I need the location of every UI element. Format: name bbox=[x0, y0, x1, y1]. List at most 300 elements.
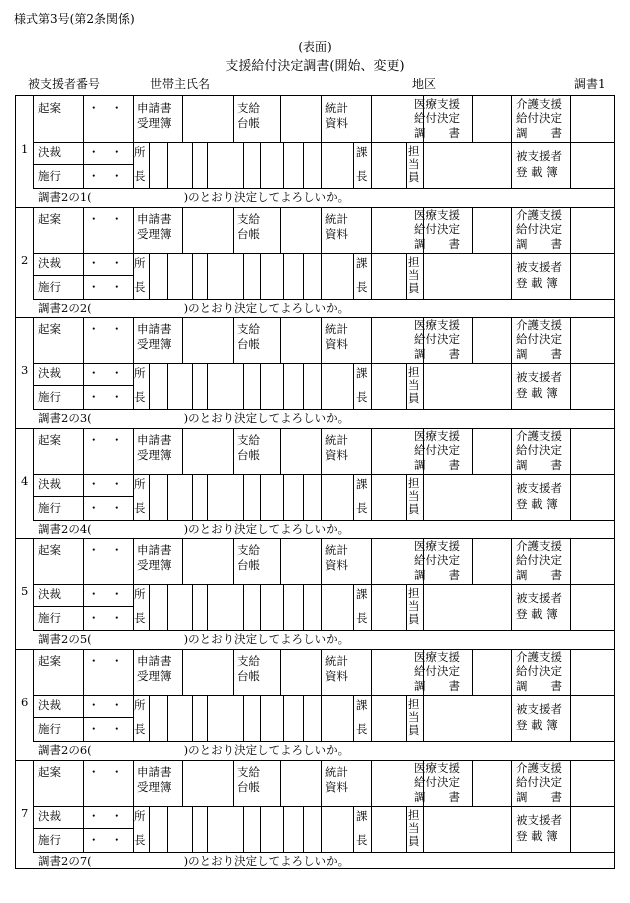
rule-line bbox=[182, 760, 183, 806]
row-number: 7 bbox=[21, 806, 29, 820]
person-in-charge-stamp[interactable] bbox=[425, 255, 510, 298]
statistics-label: 資料 bbox=[325, 227, 348, 241]
enforcement-label: 施行 bbox=[38, 280, 61, 294]
person-in-charge-stamp[interactable] bbox=[425, 697, 510, 740]
section-chief-label: 長 bbox=[356, 833, 368, 847]
application-register-label: 受理簿 bbox=[137, 337, 172, 351]
rule-line bbox=[371, 428, 372, 474]
care-support-label: 給付決定 bbox=[516, 443, 562, 457]
section-chief-stamp[interactable] bbox=[373, 144, 405, 187]
decision-statement: 調書2の3( )のとおり決定してよろしいか。 bbox=[38, 411, 350, 425]
rule-line bbox=[283, 363, 284, 409]
rule-line bbox=[570, 806, 571, 852]
stamp-row-divider bbox=[133, 695, 614, 696]
rule-line bbox=[260, 584, 261, 630]
enforcement-label: 施行 bbox=[38, 169, 61, 183]
statistics-stamp[interactable] bbox=[373, 209, 410, 252]
payment-ledger-stamp[interactable] bbox=[282, 209, 320, 252]
medical-support-label: 医療支援 bbox=[414, 318, 460, 332]
rule-line bbox=[243, 474, 244, 520]
rule-line bbox=[149, 806, 150, 852]
payment-ledger-stamp[interactable] bbox=[282, 651, 320, 694]
rule-line bbox=[570, 695, 571, 741]
rule-line bbox=[233, 649, 234, 695]
rule-line bbox=[321, 584, 322, 630]
director-label: 長 bbox=[134, 169, 146, 183]
recipient-register-label: 登 載 簿 bbox=[516, 497, 558, 511]
director-label: 所 bbox=[134, 587, 146, 601]
rule-line bbox=[260, 695, 261, 741]
statistics-stamp[interactable] bbox=[373, 651, 410, 694]
statistics-label: 資料 bbox=[325, 558, 348, 572]
person-in-charge-label: 員 bbox=[408, 170, 420, 184]
rule-line bbox=[371, 806, 372, 852]
rule-line bbox=[303, 363, 304, 409]
payment-ledger-stamp[interactable] bbox=[282, 540, 320, 583]
statistics-label: 統計 bbox=[325, 543, 348, 557]
rule-line bbox=[283, 584, 284, 630]
approval-label: 決裁 bbox=[38, 366, 61, 380]
application-register-label: 受理簿 bbox=[137, 448, 172, 462]
recipient-register-label: 被支援者 bbox=[516, 591, 562, 605]
medical-support-stamp[interactable] bbox=[474, 98, 510, 141]
rule-line bbox=[570, 207, 571, 253]
rule-line bbox=[233, 317, 234, 363]
rule-line bbox=[260, 142, 261, 188]
payment-ledger-label: 台帳 bbox=[237, 669, 260, 683]
section-chief-label: 長 bbox=[356, 611, 368, 625]
director-label: 長 bbox=[134, 501, 146, 515]
care-support-label: 調 書 bbox=[516, 347, 562, 361]
draft-date: ・ ・ bbox=[88, 212, 123, 226]
rule-line bbox=[192, 584, 193, 630]
row-number: 4 bbox=[21, 474, 29, 488]
recipient-register-stamp[interactable] bbox=[572, 586, 613, 629]
rule-line bbox=[406, 474, 407, 520]
rule-line bbox=[33, 606, 133, 607]
rule-line bbox=[233, 96, 234, 142]
rule-line bbox=[33, 496, 133, 497]
rule-line bbox=[233, 538, 234, 584]
rule-line bbox=[406, 695, 407, 741]
person-in-charge-stamp[interactable] bbox=[425, 365, 510, 408]
payment-ledger-label: 台帳 bbox=[237, 558, 260, 572]
director-stamp[interactable] bbox=[151, 586, 166, 629]
rule-line bbox=[406, 363, 407, 409]
section-chief-label: 長 bbox=[356, 390, 368, 404]
approval-label: 決裁 bbox=[38, 698, 61, 712]
draft-label: 起案 bbox=[38, 654, 61, 668]
rule-line bbox=[423, 363, 424, 409]
director-stamp[interactable] bbox=[151, 144, 166, 187]
rule-line bbox=[511, 96, 512, 142]
recipient-register-label: 登 載 簿 bbox=[516, 276, 558, 290]
rule-line bbox=[353, 695, 354, 741]
recipient-register-label: 登 載 簿 bbox=[516, 718, 558, 732]
person-in-charge-label: 担 bbox=[408, 144, 420, 158]
section-chief-stamp[interactable] bbox=[373, 255, 405, 298]
director-stamp[interactable] bbox=[151, 365, 166, 408]
application-register-stamp[interactable] bbox=[184, 651, 232, 694]
rule-line bbox=[243, 142, 244, 188]
decision-table bbox=[15, 95, 615, 869]
payment-ledger-label: 台帳 bbox=[237, 337, 260, 351]
person-in-charge-stamp[interactable] bbox=[425, 586, 510, 629]
draft-label: 起案 bbox=[38, 543, 61, 557]
rule-line bbox=[511, 538, 512, 584]
rule-line bbox=[207, 253, 208, 299]
payment-ledger-label: 台帳 bbox=[237, 448, 260, 462]
stamp-row-divider bbox=[133, 474, 614, 475]
rule-line bbox=[423, 695, 424, 741]
rule-line bbox=[472, 538, 473, 584]
care-support-stamp[interactable] bbox=[572, 651, 613, 694]
rule-line bbox=[371, 584, 372, 630]
payment-ledger-label: 台帳 bbox=[237, 227, 260, 241]
section-chief-stamp[interactable] bbox=[373, 365, 405, 408]
person-in-charge-label: 員 bbox=[408, 612, 420, 626]
rule-line bbox=[321, 253, 322, 299]
rule-line bbox=[353, 474, 354, 520]
rule-line bbox=[353, 253, 354, 299]
enforcement-label: 施行 bbox=[38, 611, 61, 625]
application-register-stamp[interactable] bbox=[184, 762, 232, 805]
rule-line bbox=[303, 253, 304, 299]
footer-divider bbox=[33, 852, 614, 853]
rule-line bbox=[472, 649, 473, 695]
recipient-register-stamp[interactable] bbox=[572, 808, 613, 851]
rule-line bbox=[149, 584, 150, 630]
person-in-charge-label: 担 bbox=[408, 808, 420, 822]
rule-line bbox=[511, 806, 512, 852]
rule-line bbox=[472, 96, 473, 142]
rule-line bbox=[321, 142, 322, 188]
application-register-stamp[interactable] bbox=[184, 319, 232, 362]
director-label: 所 bbox=[134, 145, 146, 159]
medical-support-stamp[interactable] bbox=[474, 651, 510, 694]
approval-date: ・ ・ bbox=[88, 366, 123, 380]
rule-line bbox=[472, 207, 473, 253]
care-support-stamp[interactable] bbox=[572, 762, 613, 805]
rule-line bbox=[243, 695, 244, 741]
rule-line bbox=[243, 584, 244, 630]
director-stamp[interactable] bbox=[151, 697, 166, 740]
draft-label: 起案 bbox=[38, 101, 61, 115]
rule-line bbox=[353, 363, 354, 409]
care-support-stamp[interactable] bbox=[572, 430, 613, 473]
rule-line bbox=[33, 164, 133, 165]
rule-line bbox=[423, 253, 424, 299]
payment-ledger-label: 支給 bbox=[237, 654, 260, 668]
rule-line bbox=[280, 649, 281, 695]
enforcement-date: ・ ・ bbox=[88, 611, 123, 625]
medical-support-stamp[interactable] bbox=[474, 540, 510, 583]
care-support-stamp[interactable] bbox=[572, 98, 613, 141]
row-number: 5 bbox=[21, 584, 29, 598]
rule-line bbox=[207, 474, 208, 520]
rule-line bbox=[511, 317, 512, 363]
director-label: 所 bbox=[134, 698, 146, 712]
payment-ledger-stamp[interactable] bbox=[282, 319, 320, 362]
footer-divider bbox=[33, 299, 614, 300]
person-in-charge-label: 担 bbox=[408, 476, 420, 490]
statistics-label: 統計 bbox=[325, 765, 348, 779]
medical-support-stamp[interactable] bbox=[474, 319, 510, 362]
statistics-stamp[interactable] bbox=[373, 430, 410, 473]
section-chief-stamp[interactable] bbox=[373, 808, 405, 851]
rule-line bbox=[33, 474, 133, 475]
rule-line bbox=[167, 695, 168, 741]
care-support-stamp[interactable] bbox=[572, 209, 613, 252]
recipient-register-label: 登 載 簿 bbox=[516, 607, 558, 621]
approval-date: ・ ・ bbox=[88, 809, 123, 823]
rule-line bbox=[511, 649, 512, 695]
decision-statement: 調書2の1( )のとおり決定してよろしいか。 bbox=[38, 190, 350, 204]
recipient-register-label: 被支援者 bbox=[516, 813, 562, 827]
rule-line bbox=[33, 275, 133, 276]
stamp-row-divider bbox=[133, 363, 614, 364]
stamp-row-divider bbox=[133, 253, 614, 254]
draft-label: 起案 bbox=[38, 322, 61, 336]
rule-line bbox=[511, 428, 512, 474]
payment-ledger-stamp[interactable] bbox=[282, 762, 320, 805]
rule-line bbox=[570, 760, 571, 806]
rule-line bbox=[182, 96, 183, 142]
payment-ledger-label: 支給 bbox=[237, 543, 260, 557]
rule-line bbox=[207, 363, 208, 409]
statistics-label: 資料 bbox=[325, 337, 348, 351]
draft-label: 起案 bbox=[38, 433, 61, 447]
rule-line bbox=[472, 760, 473, 806]
person-in-charge-stamp[interactable] bbox=[425, 808, 510, 851]
recipient-register-label: 被支援者 bbox=[516, 260, 562, 274]
section-chief-stamp[interactable] bbox=[373, 697, 405, 740]
recipient-register-label: 被支援者 bbox=[516, 702, 562, 716]
medical-support-label: 調 書 bbox=[414, 126, 460, 140]
care-support-stamp[interactable] bbox=[572, 319, 613, 362]
section-chief-stamp[interactable] bbox=[373, 476, 405, 519]
rule-line bbox=[233, 760, 234, 806]
person-in-charge-label: 員 bbox=[408, 502, 420, 516]
rule-line bbox=[192, 806, 193, 852]
director-label: 所 bbox=[134, 477, 146, 491]
person-in-charge-label: 員 bbox=[408, 391, 420, 405]
rule-line bbox=[321, 317, 322, 363]
rule-line bbox=[353, 584, 354, 630]
person-in-charge-label: 当 bbox=[408, 268, 420, 282]
recipient-number-label: 被支援者番号 bbox=[28, 77, 101, 91]
section-chief-label: 課 bbox=[356, 698, 368, 712]
rule-line bbox=[423, 474, 424, 520]
payment-ledger-label: 台帳 bbox=[237, 780, 260, 794]
recipient-register-stamp[interactable] bbox=[572, 697, 613, 740]
person-in-charge-label: 当 bbox=[408, 821, 420, 835]
rule-line bbox=[192, 142, 193, 188]
rule-line bbox=[182, 538, 183, 584]
person-in-charge-label: 当 bbox=[408, 378, 420, 392]
statistics-stamp[interactable] bbox=[373, 762, 410, 805]
care-support-label: 給付決定 bbox=[516, 553, 562, 567]
payment-ledger-label: 台帳 bbox=[237, 116, 260, 130]
director-label: 長 bbox=[134, 390, 146, 404]
statistics-label: 資料 bbox=[325, 780, 348, 794]
director-stamp[interactable] bbox=[151, 476, 166, 519]
rule-line bbox=[280, 760, 281, 806]
rule-line bbox=[182, 428, 183, 474]
draft-date: ・ ・ bbox=[88, 101, 123, 115]
rule-line bbox=[33, 806, 133, 807]
rule-line bbox=[423, 806, 424, 852]
care-support-label: 調 書 bbox=[516, 790, 562, 804]
rule-line bbox=[149, 695, 150, 741]
medical-support-stamp[interactable] bbox=[474, 762, 510, 805]
rule-line bbox=[353, 142, 354, 188]
person-in-charge-label: 当 bbox=[408, 599, 420, 613]
statistics-stamp[interactable] bbox=[373, 540, 410, 583]
rule-line bbox=[303, 806, 304, 852]
rule-line bbox=[260, 806, 261, 852]
draft-date: ・ ・ bbox=[88, 543, 123, 557]
care-support-label: 給付決定 bbox=[516, 775, 562, 789]
application-register-label: 受理簿 bbox=[137, 780, 172, 794]
section-chief-label: 課 bbox=[356, 256, 368, 270]
care-support-label: 介護支援 bbox=[516, 761, 562, 775]
rule-line bbox=[260, 363, 261, 409]
rule-line bbox=[283, 695, 284, 741]
statistics-label: 統計 bbox=[325, 654, 348, 668]
rule-line bbox=[283, 142, 284, 188]
rule-line bbox=[233, 207, 234, 253]
rule-line bbox=[371, 649, 372, 695]
rule-line bbox=[207, 584, 208, 630]
rule-line bbox=[283, 253, 284, 299]
rule-line bbox=[243, 253, 244, 299]
rule-line bbox=[33, 363, 133, 364]
rule-line bbox=[192, 363, 193, 409]
rule-line bbox=[371, 695, 372, 741]
person-in-charge-stamp[interactable] bbox=[425, 476, 510, 519]
application-register-stamp[interactable] bbox=[184, 98, 232, 141]
rule-line bbox=[570, 584, 571, 630]
rule-line bbox=[423, 584, 424, 630]
rule-line bbox=[149, 363, 150, 409]
footer-divider bbox=[33, 630, 614, 631]
person-in-charge-stamp[interactable] bbox=[425, 144, 510, 187]
rule-line bbox=[511, 474, 512, 520]
rule-line bbox=[192, 474, 193, 520]
application-register-stamp[interactable] bbox=[184, 430, 232, 473]
draft-label: 起案 bbox=[38, 765, 61, 779]
section-chief-label: 長 bbox=[356, 501, 368, 515]
enforcement-date: ・ ・ bbox=[88, 722, 123, 736]
section-chief-label: 長 bbox=[356, 169, 368, 183]
director-stamp[interactable] bbox=[151, 808, 166, 851]
care-support-label: 調 書 bbox=[516, 568, 562, 582]
payment-ledger-label: 支給 bbox=[237, 433, 260, 447]
application-register-label: 申請書 bbox=[137, 654, 172, 668]
section-chief-stamp[interactable] bbox=[373, 586, 405, 629]
rule-line bbox=[472, 317, 473, 363]
director-label: 長 bbox=[134, 611, 146, 625]
care-support-stamp[interactable] bbox=[572, 540, 613, 583]
decision-statement: 調書2の4( )のとおり決定してよろしいか。 bbox=[38, 522, 350, 536]
rule-line bbox=[280, 96, 281, 142]
rule-line bbox=[353, 806, 354, 852]
rule-line bbox=[192, 695, 193, 741]
rule-line bbox=[321, 760, 322, 806]
statistics-stamp[interactable] bbox=[373, 319, 410, 362]
section-chief-label: 長 bbox=[356, 280, 368, 294]
recipient-register-label: 登 載 簿 bbox=[516, 165, 558, 179]
rule-line bbox=[570, 649, 571, 695]
application-register-stamp[interactable] bbox=[184, 209, 232, 252]
rule-line bbox=[207, 142, 208, 188]
medical-support-label: 医療支援 bbox=[414, 208, 460, 222]
rule-line bbox=[303, 474, 304, 520]
application-register-label: 申請書 bbox=[137, 101, 172, 115]
director-stamp[interactable] bbox=[151, 255, 166, 298]
medical-support-stamp[interactable] bbox=[474, 430, 510, 473]
statistics-stamp[interactable] bbox=[373, 98, 410, 141]
recipient-register-stamp[interactable] bbox=[572, 255, 613, 298]
row-number: 2 bbox=[21, 253, 29, 267]
medical-support-label: 調 書 bbox=[414, 790, 460, 804]
enforcement-date: ・ ・ bbox=[88, 501, 123, 515]
application-register-label: 受理簿 bbox=[137, 116, 172, 130]
rule-line bbox=[371, 207, 372, 253]
care-support-label: 給付決定 bbox=[516, 111, 562, 125]
director-label: 所 bbox=[134, 809, 146, 823]
householder-name-label: 世帯主氏名 bbox=[150, 77, 211, 91]
director-label: 所 bbox=[134, 366, 146, 380]
approval-date: ・ ・ bbox=[88, 477, 123, 491]
draft-label: 起案 bbox=[38, 212, 61, 226]
person-in-charge-label: 当 bbox=[408, 157, 420, 171]
rule-line bbox=[321, 806, 322, 852]
rule-line bbox=[33, 717, 133, 718]
decision-statement: 調書2の6( )のとおり決定してよろしいか。 bbox=[38, 743, 350, 757]
director-label: 長 bbox=[134, 722, 146, 736]
care-support-label: 調 書 bbox=[516, 679, 562, 693]
recipient-register-stamp[interactable] bbox=[572, 365, 613, 408]
rule-line bbox=[243, 806, 244, 852]
person-in-charge-label: 担 bbox=[408, 697, 420, 711]
recipient-register-stamp[interactable] bbox=[572, 476, 613, 519]
recipient-register-label: 登 載 簿 bbox=[516, 829, 558, 843]
payment-ledger-label: 支給 bbox=[237, 765, 260, 779]
rule-line bbox=[371, 760, 372, 806]
application-register-label: 申請書 bbox=[137, 543, 172, 557]
section-chief-label: 課 bbox=[356, 477, 368, 491]
recipient-register-stamp[interactable] bbox=[572, 144, 613, 187]
person-in-charge-label: 当 bbox=[408, 710, 420, 724]
rule-line bbox=[321, 363, 322, 409]
medical-support-stamp[interactable] bbox=[474, 209, 510, 252]
payment-ledger-stamp[interactable] bbox=[282, 430, 320, 473]
application-register-stamp[interactable] bbox=[184, 540, 232, 583]
enforcement-date: ・ ・ bbox=[88, 280, 123, 294]
approval-date: ・ ・ bbox=[88, 698, 123, 712]
medical-support-label: 給付決定 bbox=[414, 443, 460, 457]
payment-ledger-stamp[interactable] bbox=[282, 98, 320, 141]
statistics-label: 統計 bbox=[325, 433, 348, 447]
director-label: 長 bbox=[134, 833, 146, 847]
row-number: 1 bbox=[21, 142, 29, 156]
medical-support-label: 給付決定 bbox=[414, 222, 460, 236]
rule-line bbox=[167, 474, 168, 520]
care-support-label: 給付決定 bbox=[516, 664, 562, 678]
rule-line bbox=[511, 363, 512, 409]
